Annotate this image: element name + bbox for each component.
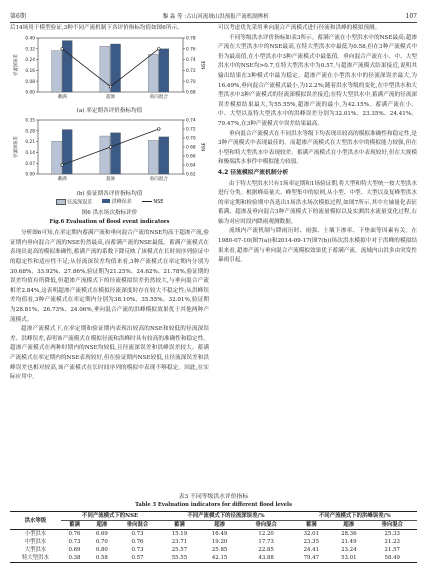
x-tick-label: 垂向混合 [149,177,169,183]
value-cell: 43.88 [240,554,293,563]
panel-a-caption: (a) 率定期各评价指标均值 [76,108,143,115]
value-cell: 32.01 [303,531,320,537]
legend-item-nse: NSE [142,199,164,207]
figure-6 [10,34,209,227]
x-tick-label: 超渗 [105,94,116,100]
body-paragraph: 垂向混合产流模式在不同洪水等级下均表现出较高的模拟准确性和稳定性,是3种产流模式中表现最佳的。而超渗产流模式在大型洪水中的模拟能力较强,但在小型和特大型洪水中表现较差。蓄满产流模式在小型洪水中表现较好,但在大规模和极端洪水事件中模拟能力较弱。 [218,130,417,166]
panel-b-caption: (b) 验证期各评价指标均值 [76,190,143,197]
left-tick-label: 0.32 [25,46,35,52]
value-cell: 19.20 [211,539,228,545]
flood-level-cell: 小型洪水 [24,531,47,537]
left-tick-label: 0.24 [25,57,35,63]
page-header [10,6,417,23]
left-tick-label: 0.28 [25,129,35,135]
value-cell: 0.73 [131,547,144,553]
value-cell: 22.85 [258,547,274,553]
nse-point [158,47,161,50]
value-cell: 0.70 [95,539,108,545]
running-title: 黎 淼 等 :古山河流域山洪预报产流机制辨析 [162,14,269,20]
value-cell: 0.80 [95,547,108,553]
body-paragraph: 分析图6可知,在率定期内蓄满产流和垂向混合产流的NSE均高于超渗产流,验证期内垂向混合产流的NSE仍然最高,而蓄满产流的NSE最低。蓄满产流模式在表现出更高的模拟准确性,蓄满产流的系数下降反映了该模式在长时间序列验证中的稳定性和适应性不足;从径流深误差均值来看,3种产流模式在率定期内分别为30.68%、33.92%、27.86%,验证期为21.25%、24.62%、21.78%,验证期的误差均值有所降低,但超渗产流模式下的径流模拟误差仍然较大,与垂向混合产流相差2.84%,这表明超渗产流模式在模拟径流深度时存在较大不稳定性;从洪峰误差均值看,3种产流模式在率定期内分别为38.10%、35.55%、32.01%,验证期为28.81%、26.73%、24.06%,垂向混合产流的洪峰模拟效果优于其他两种产流模式。 [10,230,209,323]
value-cell: 23.35 [303,539,320,545]
value-cell: 79.47 [293,554,330,563]
left-tick-label: 0.21 [25,140,35,146]
right-tick-label: 0.64 [186,163,196,169]
left-tick-label: 0.35 [25,118,35,124]
bar-runoff-error [148,141,158,175]
value-cell: 58.49 [368,554,417,563]
nse-point [158,128,161,131]
figure-caption-cn: 图6 洪水场次指标评价 [81,210,138,217]
table-3-block [10,493,417,563]
table-caption-cn: 表3 不同等级洪水评价指标 [178,494,249,500]
value-cell: 25.85 [211,547,228,553]
value-cell: 55.55 [159,554,199,563]
value-cell: 16.49 [211,531,228,537]
left-tick-label: 0.08 [25,79,35,85]
page-number: 107 [405,13,417,20]
bar-peak-error [111,133,121,174]
left-tick-label: 0.14 [25,151,35,157]
sub-header: 超渗 [88,521,115,530]
body-paragraph: 流域内产流机制与降雨历时、雨强、土壤下渗率、下垫面等因素有关。在1980-07-10(图7(a))和2014-09-17(图7(b))场次洪水模拟中对于洪峰的模拟结果来看,超渗产流与垂向混合产流模拟效果优于蓄满产流。流域内山洪多由突发性暴雨引起, [218,228,417,264]
value-cell: 0.69 [68,547,81,553]
sub-header: 蓄满 [293,521,330,530]
evaluation-table [10,511,417,563]
left-tick-label: 0.00 [25,172,35,178]
section-heading: 4.2 径流模拟产流机制分析 [218,169,289,176]
bar-runoff-error [100,136,110,174]
bar-runoff-error [148,54,158,92]
right-tick-label: 0.68 [186,145,196,151]
right-tick-label: 0.78 [186,36,196,42]
legend-item-peak: 洪峰误差 [102,199,132,207]
sub-header: 垂向混合 [116,521,160,530]
nse-point [61,164,64,167]
value-cell: 25.57 [171,547,188,553]
value-cell: 21.57 [384,547,400,553]
group-header-runoff: 不同产流模式下的径流深误差/% [159,512,292,521]
right-tick-label: 0.62 [186,172,196,178]
left-tick-label: 0.16 [25,68,35,74]
figure-caption-en: Fig.6 Evaluation of flood event indicators [49,219,170,226]
value-cell: 0.69 [95,531,108,537]
figure-legend [10,199,209,207]
x-tick-label: 垂向混合 [149,94,169,100]
left-tick-label: 0.40 [25,36,35,42]
right-tick-label: 0.68 [186,90,196,96]
group-header-nse: 不同产流模式下的NSE [61,512,160,521]
x-tick-label: 蓄满 [57,177,67,183]
value-cell: 0.73 [68,539,81,545]
value-cell: 23.24 [341,547,357,553]
nse-point [109,146,112,149]
table-row [10,554,417,563]
value-cell: 0.57 [116,554,160,563]
value-cell: 12.20 [258,531,274,537]
right-tick-label: 0.70 [186,136,196,142]
flood-level-cell: 大型洪水 [24,547,47,553]
right-tick-label: 0.70 [186,79,196,85]
right-axis-title: NSE [202,60,207,69]
sub-header: 蓄满 [159,521,199,530]
value-cell: 21.49 [341,539,357,545]
bar-runoff-error [52,141,62,174]
bar-peak-error [111,44,121,92]
value-cell: 28.36 [341,531,357,537]
table-caption-en: Table 3 Evaluation indicators for different flood levels [135,502,292,508]
table-row [10,546,417,554]
sub-header: 垂向混合 [368,521,417,530]
sub-header: 超渗 [200,521,240,530]
left-column [10,24,209,383]
table-row [10,530,417,539]
right-tick-label: 0.74 [186,57,196,63]
body-paragraph: 可以考虑优先采用垂向混合产流模式进行径流和洪峰的模拟预测。 [218,25,381,31]
right-tick-label: 0.72 [186,68,196,74]
body-paragraph: 由于特大型洪水只有1场率定期和1场验证期,将大型和特大型统一按大型洪水进行分类。根据峰高量大、峰型集中的原则,从小型、中型、大型以及复峰型洪水的率定期和检验期中各选出1场洪水场次模拟过程,如图7所示,其中左轴量化表征蓄满、超渗及垂向混合3种产流模式下的流量模拟以及实测洪水流量变化过程,右轴为对应时段内降雨观测数据。 [218,180,417,225]
flood-level-cell: 特大型洪水 [10,554,61,563]
left-axis-title: 径流深误差 [14,136,19,158]
level-header: 洪水等级 [10,512,61,530]
bar-peak-error [159,137,169,174]
left-axis-title: 径流深误差 [14,53,19,76]
value-cell: 42.15 [200,554,240,563]
value-cell: 23.71 [171,539,188,545]
value-cell: 53.01 [330,554,367,563]
bar-runoff-error [52,50,62,91]
chart-validation [10,116,209,184]
issue-number: 第6期 [10,13,26,20]
value-cell: 24.41 [303,547,320,553]
intro-paragraph: 后14场用于模型验证,3种不同产流机制下各评价指标均值如图6所示。 [10,25,183,31]
value-cell: 15.19 [171,531,188,537]
value-cell: 0.73 [131,531,144,537]
left-tick-label: 0.00 [25,90,35,96]
right-tick-label: 0.72 [186,127,196,133]
value-cell: 0.38 [61,554,88,563]
right-axis-title: NSE [202,142,207,152]
body-paragraph: 超渗产流模式下,在率定期和验证期内表现出较高的NSE和较低的径流深误差、洪峰误差,表明该产流模式在模拟径流和洪峰时具有较高的准确性和稳定性。超渗产流模式在两种时期内的NSE均较低,且径流深误差和洪峰误差较大。蓄满产流模式在率定期内的NSE表现较好,但在验证期内NSE较低,且径流深误差和洪峰误差也相对较高,该产流模式在长时间序列的模拟中表现不够稳定。因此,在实际应用中, [10,326,209,381]
right-tick-label: 0.74 [186,118,196,124]
bar-peak-error [62,130,72,174]
right-column [218,24,417,266]
right-tick-label: 0.76 [186,46,196,52]
right-tick-label: 0.66 [186,154,196,160]
group-header-peak: 不同产流模式下的洪峰误差/% [293,512,417,521]
x-tick-label: 蓄满 [57,94,67,100]
legend-item-runoff: 径流深误差 [56,199,93,207]
value-cell: 0.76 [131,539,144,545]
nse-point [109,85,112,88]
left-tick-label: 0.07 [25,161,35,167]
value-cell: 25.33 [384,531,400,537]
value-cell: 0.58 [88,554,115,563]
value-cell: 17.73 [258,539,274,545]
table-row [10,538,417,546]
sub-header: 蓄满 [61,521,88,530]
bar-peak-error [159,48,169,91]
value-cell: 0.76 [68,531,81,537]
sub-header: 垂向混合 [240,521,293,530]
x-tick-label: 超渗 [105,177,116,183]
chart-calibration [10,34,209,102]
nse-point [61,47,64,50]
sub-header: 超渗 [330,521,367,530]
flood-level-cell: 中型洪水 [24,539,47,545]
body-paragraph: 不同等级洪水评价指标如表3所示。蓄满产流在小型洪水中的NSE最高;超渗产流在大型洪水中的NSE最高,在特大型洪水中最低为0.58,但在3种产流模式中仍为最高值,在小型洪水中3种产流模式中最低值。垂向混合产流在小、中、大型洪水中的NSE均>0.7,在特大型洪水中为0.57,与超渗产流模式结果接近,说明其输出结果在3种模式中最为稳定。超渗产流在小型洪水中的径流深误差最大,为16.49%,垂向混合产流模式最小,为12.2%;随着洪水等级的变化,在中型洪水和大型洪水中3种产流模式的径流深模拟误差接近;在特大型洪水中,蓄满产流的径流深误差模拟结果最大,为55.55%,超渗产流的最小,为42.15%。蓄满产流在小、中、大型以及特大型洪水中的洪峰误差分别为32.01%、23.35%、24.41%、79.47%,在3种产流模式中误差结果最高。 [218,34,417,127]
value-cell: 21.23 [384,539,400,545]
